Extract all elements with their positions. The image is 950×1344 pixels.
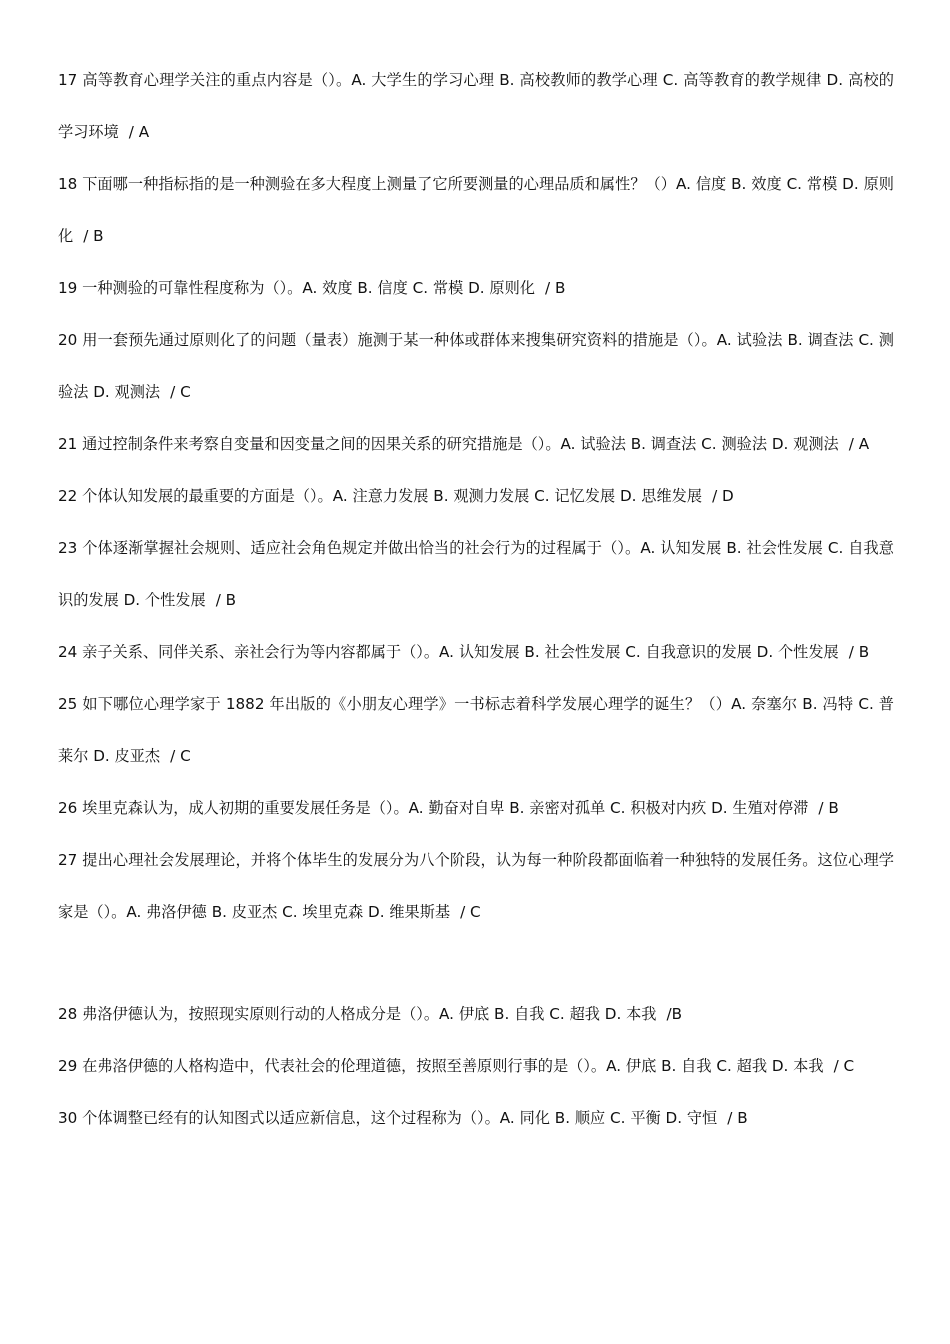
question-27 (58, 834, 894, 938)
question-text: 21 通过控制条件来考察自变量和因变量之间的因果关系的研究措施是（）。A. 试验法 B. 调查法 C. 测验法 D. 观测法 (58, 435, 839, 453)
question-17 (58, 54, 894, 158)
answer-key: / C (170, 747, 191, 765)
question-20 (58, 314, 894, 418)
question-text: 29 在弗洛伊德的人格构造中，代表社会的伦理道德，按照至善原则行事的是（）。A. 伊底 B. 自我 C. 超我 D. 本我 (58, 1057, 824, 1075)
answer-key: / A (128, 123, 150, 141)
question-text: 28 弗洛伊德认为，按照现实原则行动的人格成分是（）。A. 伊底 B. 自我 C. 超我 D. 本我 (58, 1005, 657, 1023)
answer-key: / A (848, 435, 870, 453)
question-23 (58, 522, 894, 626)
question-text: 30 个体调整已经有的认知图式以适应新信息，这个过程称为（）。A. 同化 B. 顺应 C. 平衡 D. 守恒 (58, 1109, 718, 1127)
answer-key: /B (666, 1005, 683, 1023)
question-text: 20 用一套预先通过原则化了的问题（量表）施测于某一种体或群体来搜集研究资料的措施是（）。A. 试验法 B. 调查法 C. 测验法 D. 观测法 (58, 331, 894, 401)
question-text: 23 个体逐渐掌握社会规则、适应社会角色规定并做出恰当的社会行为的过程属于（）。A. 认知发展 B. 社会性发展 C. 自我意识的发展 D. 个性发展 (58, 539, 894, 609)
question-text: 22 个体认知发展的最重要的方面是（）。A. 注意力发展 B. 观测力发展 C. 记忆发展 D. 思维发展 (58, 487, 703, 505)
question-text: 17 高等教育心理学关注的重点内容是（）。A. 大学生的学习心理 B. 高校教师的教学心理 C. 高等教育的教学规律 D. 高校的学习环境 (58, 71, 894, 141)
question-text: 18 下面哪一种指标指的是一种测验在多大程度上测量了它所要测量的心理品质和属性？（）A. 信度 B. 效度 C. 常模 D. 原则化 (58, 175, 894, 245)
question-19 (58, 262, 894, 314)
answer-key: / B (83, 227, 104, 245)
question-22 (58, 470, 894, 522)
answer-key: / B (727, 1109, 748, 1127)
answer-key: / B (545, 279, 566, 297)
answer-key: / B (215, 591, 237, 609)
answer-key: / C (833, 1057, 855, 1075)
answer-key: / C (460, 903, 481, 921)
answer-key: / B (818, 799, 839, 817)
question-text: 24 亲子关系、同伴关系、亲社会行为等内容都属于（）。A. 认知发展 B. 社会性发展 C. 自我意识的发展 D. 个性发展 (58, 643, 839, 661)
question-29 (58, 1040, 894, 1092)
document-page (58, 54, 894, 1144)
question-25 (58, 678, 894, 782)
question-28 (58, 988, 894, 1040)
question-21 (58, 418, 894, 470)
question-text: 19 一种测验的可靠性程度称为（）。A. 效度 B. 信度 C. 常模 D. 原则化 (58, 279, 535, 297)
answer-key: / B (848, 643, 870, 661)
question-18 (58, 158, 894, 262)
question-30 (58, 1092, 894, 1144)
answer-key: / D (712, 487, 734, 505)
blank-gap (58, 938, 894, 988)
answer-key: / C (170, 383, 191, 401)
question-26 (58, 782, 894, 834)
question-text: 26 埃里克森认为，成人初期的重要发展任务是（）。A. 勤奋对自卑 B. 亲密对孤单 C. 积极对内疚 D. 生殖对停滞 (58, 799, 809, 817)
question-text: 25 如下哪位心理学家于 1882 年出版的《小朋友心理学》一书标志着科学发展心理学的诞生？（）A. 奈塞尔 B. 冯特 C. 普莱尔 D. 皮亚杰 (58, 695, 894, 765)
question-text: 27 提出心理社会发展理论，并将个体毕生的发展分为八个阶段，认为每一种阶段都面临着一种独特的发展任务。这位心理学家是（）。A. 弗洛伊德 B. 皮亚杰 C. 埃里克森 D. 维果斯基 (58, 851, 894, 921)
question-24 (58, 626, 894, 678)
